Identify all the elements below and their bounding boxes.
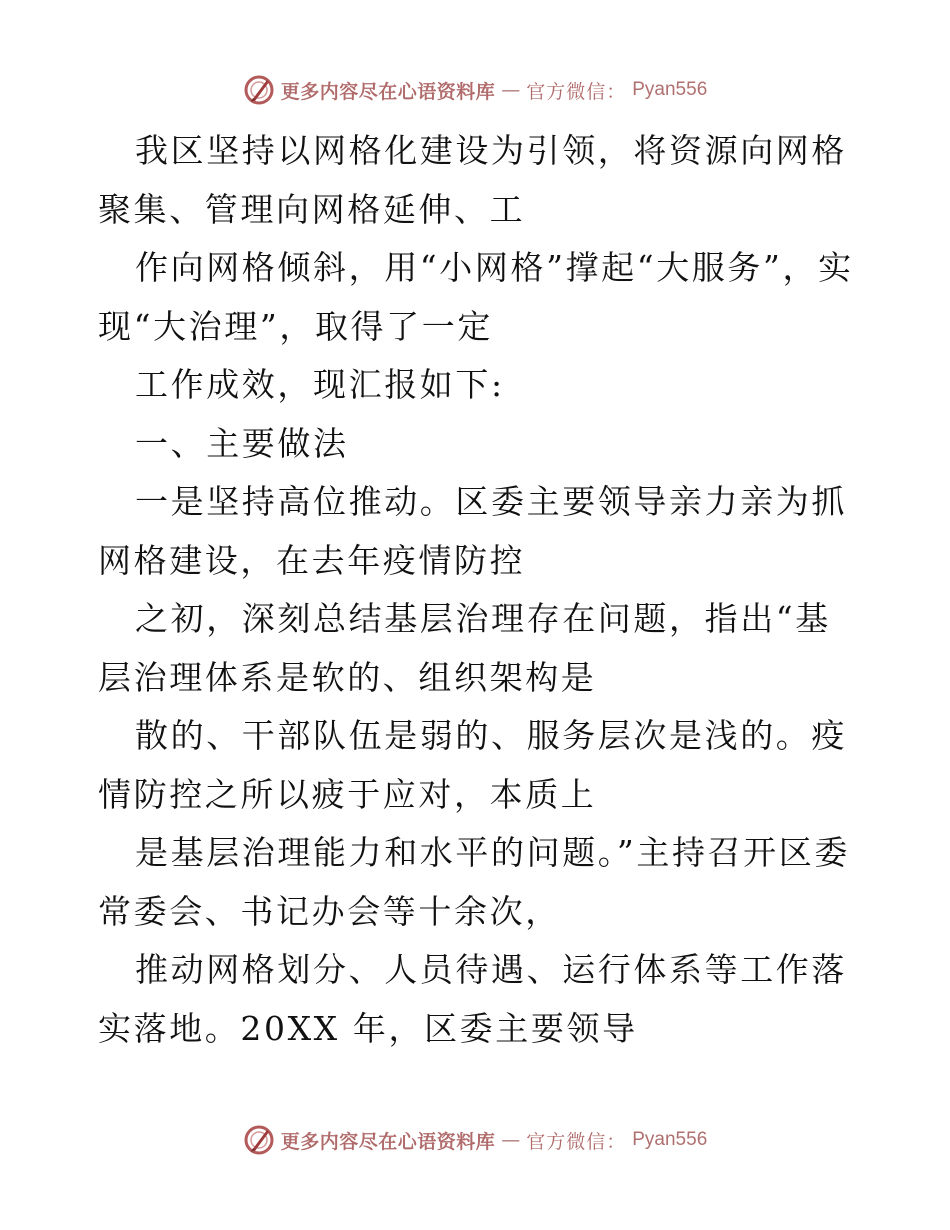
quill-logo-icon	[243, 74, 275, 106]
paragraph: 工作成效，现汇报如下:	[135, 365, 505, 404]
header-watermark	[0, 70, 950, 110]
watermark-dash: —	[501, 79, 521, 101]
footer-watermark	[0, 1120, 950, 1160]
paragraph: 一是坚持高位推动。区委主要领导亲力亲为抓网格建设，在去年疫情防控	[98, 482, 847, 580]
watermark-brand: 更多内容尽在心语资料库	[280, 1130, 496, 1153]
watermark-dash: —	[501, 1129, 521, 1151]
watermark-brand: 更多内容尽在心语资料库	[280, 80, 496, 103]
watermark-official-label: 官方微信：	[526, 80, 627, 103]
watermark-wechat-id: Pyan556	[632, 1129, 708, 1150]
paragraph: 推动网格划分、人员待遇、运行体系等工作落实落地。20XX 年，区委主要领导	[98, 950, 847, 1048]
watermark-wechat-id: Pyan556	[632, 79, 708, 100]
section-heading: 一、主要做法	[135, 423, 349, 463]
paragraph: 之初，深刻总结基层治理存在问题，指出“基层治理体系是软的、组织架构是	[98, 599, 831, 697]
paragraph: 散的、干部队伍是弱的、服务层次是浅的。疫情防控之所以疲于应对，本质上	[98, 716, 847, 814]
paragraph: 我区坚持以网格化建设为引领，将资源向网格聚集、管理向网格延伸、工	[98, 131, 847, 229]
quill-logo-icon	[243, 1124, 275, 1156]
paragraph: 作向网格倾斜，用“小网格”撑起“大服务”，实现“大治理”，取得了一定	[98, 248, 854, 346]
paragraph: 是基层治理能力和水平的问题。”主持召开区委常委会、书记办会等十余次，	[98, 833, 850, 931]
watermark-official-label: 官方微信：	[526, 1130, 627, 1153]
document-body	[98, 122, 858, 1058]
